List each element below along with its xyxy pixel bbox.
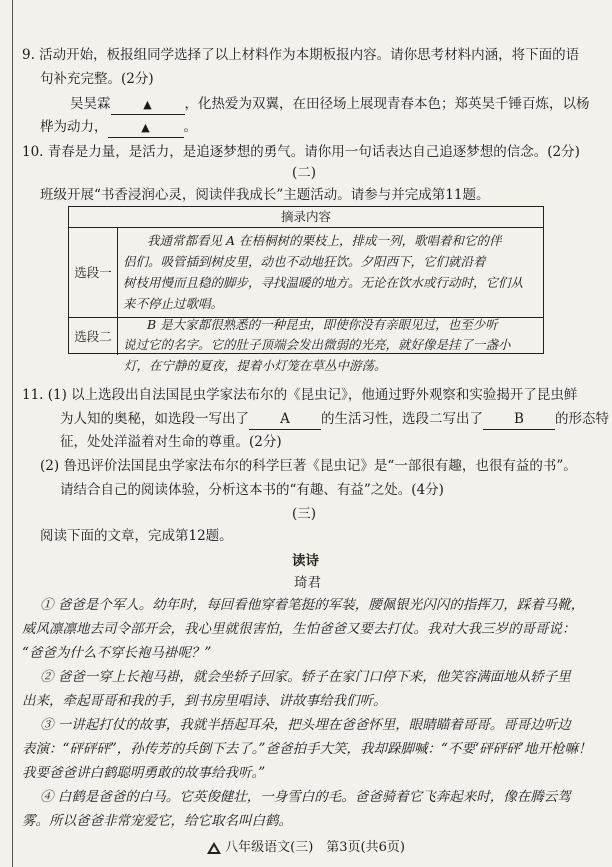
excerpt-table-header: 摘录内容 — [69, 207, 543, 228]
excerpt-row-1 — [69, 227, 543, 318]
q9-line4 — [40, 118, 197, 138]
excerpt-row-2-text — [123, 315, 537, 355]
article-line: ④ 白鹤是爸爸的白马。它英俊健壮，一身雪白的毛。爸爸骑着它飞奔起来时，像在腾云驾 — [40, 789, 571, 805]
q11-part1-line2-start: 为人知的奥秘，如选段一写出了 — [60, 411, 249, 427]
excerpt-row-1-text — [123, 230, 537, 314]
article-line: ③ 一讲起打仗的故事，我就半捂起耳朵，把头埋在爸爸怀里，眼睛瞄着哥哥。哥哥边听边 — [40, 717, 571, 733]
article-title: 读诗 — [292, 553, 319, 569]
q11-part1-line2-mid: 的生活习性，选段二写出了 — [321, 411, 483, 427]
article-line: ② 爸爸一穿上长袍马褂，就会坐轿子回家。轿子在家门口停下来，他笑容满面地从轿子里 — [40, 669, 571, 685]
binding-margin-line — [12, 0, 13, 867]
q11-part1-line2-end: 的形态特 — [555, 411, 609, 427]
q9-line4-start: 桦为动力， — [40, 119, 108, 135]
excerpt-table — [68, 206, 544, 354]
q9-line1: 9. 活动开始，板报组同学选择了以上材料作为本期板报内容。请你思考材料内涵，将下面的语 — [22, 47, 580, 63]
excerpt-row-1-line: 树枝用慢而且稳的脚步，寻找温暖的地方。无论在饮水或行动时，它们从 — [123, 275, 524, 290]
article-line: 出来，牵起哥哥和我的手，到书房里唱诗、讲故事给我们听。 — [22, 693, 387, 709]
q11-part1-line3: 征，处处洋溢着对生命的尊重。(2分) — [60, 434, 282, 450]
excerpt-row-2-label: 选段二 — [69, 317, 118, 355]
q9-answer-blank-2[interactable] — [108, 118, 184, 138]
q9-line3-start: 吴昊霖 — [70, 96, 111, 112]
excerpt-row-2-line-3: 灯，在宁静的夏夜，提着小灯笼在草丛中游荡。 — [124, 358, 387, 373]
q10-line1: 10. 青春是力量，是活力，是追逐梦想的勇气。请你用一句话表达自己追逐梦想的信念。(2分) — [22, 144, 580, 160]
q11-part1-line2 — [60, 410, 609, 430]
q9-answer-blank-1[interactable] — [111, 95, 185, 115]
excerpt-row-1-line: 侣们。吸管插到树皮里，动也不动地狂饮。夕阳西下，它们就沿着 — [123, 254, 486, 269]
excerpt-row-2 — [69, 317, 543, 355]
answer-triangle-icon: ▲ — [143, 98, 152, 111]
article-author: 琦君 — [294, 575, 321, 591]
section3-intro: 阅读下面的文章，完成第12题。 — [40, 528, 233, 544]
excerpt-row-1-label: 选段一 — [69, 227, 118, 317]
excerpt-row-2-line: B 是大家都很熟悉的一种昆虫，即使你没有亲眼见过，也至少听 — [147, 317, 498, 332]
q9-line4-end: 。 — [183, 119, 197, 135]
answer-triangle-icon: ▲ — [141, 121, 150, 134]
excerpt-row-2-line: 说过它的名字。它的肚子顶端会发出微弱的光亮，就好像是挂了一盏小 — [123, 337, 511, 352]
excerpt-row-1-line: 我通常都看见 A 在梧桐树的栗枝上，排成一列，歌唱着和它的伴 — [147, 233, 502, 248]
publisher-logo-icon — [207, 842, 221, 854]
q11-blank-b[interactable]: B — [483, 410, 555, 430]
section2-heading: (二) — [292, 165, 317, 181]
q9-line3-end: ，化热爱为双翼，在田径场上展现青春本色；郑英昊千锤百炼，以杨 — [184, 96, 590, 112]
article-line: 威风凛凛地去司令部开会，我心里就很害怕，生怕爸爸又要去打仗。我对大我三岁的哥哥说： — [22, 621, 576, 637]
q11-blank-a[interactable]: A — [249, 410, 321, 430]
article-line: “爸爸为什么不穿长袍马褂呢？” — [22, 645, 212, 661]
article-line: ① 爸爸是个军人。幼年时，每回看他穿着笔挺的军装，腰佩银光闪闪的指挥刀，踩着马靴， — [40, 597, 585, 613]
page-footer — [0, 836, 612, 855]
section2-intro: 班级开展“书香浸润心灵，阅读伴我成长”主题活动。请参与并完成第11题。 — [40, 187, 490, 203]
article-line: 我要爸爸讲白鹤聪明勇敢的故事给我听。” — [22, 765, 266, 781]
q9-line2: 句补充完整。(2分) — [40, 71, 154, 87]
article-line: 表演：“砰砰砰”，孙传芳的兵倒下去了。”爸爸拍手大笑，我却跺脚喊：“不要‘砰砰砰’地开枪嘛！ — [22, 741, 592, 757]
q11-part2-line2: 请结合自己的阅读体验，分析这本书的“有趣、有益”之处。(4分) — [60, 482, 444, 498]
q11-part2-line1: (2) 鲁迅评价法国昆虫学家法布尔的科学巨著《昆虫记》是“一部很有趣，也很有益的书”。 — [40, 458, 577, 474]
excerpt-row-1-line: 来不停止过歌唱。 — [123, 296, 224, 311]
section3-heading: (三) — [292, 506, 317, 522]
page-footer-text: 八年级语文(三) 第3页(共6页) — [225, 840, 405, 855]
q11-part1-line1: 11. (1) 以上选段出自法国昆虫学家法布尔的《昆虫记》，他通过野外观察和实验揭开了昆虫鲜 — [22, 387, 578, 403]
q9-line3 — [70, 95, 590, 115]
article-line: 雾。所以爸爸非常宠爱它，给它取名叫白鹤。 — [22, 813, 292, 829]
